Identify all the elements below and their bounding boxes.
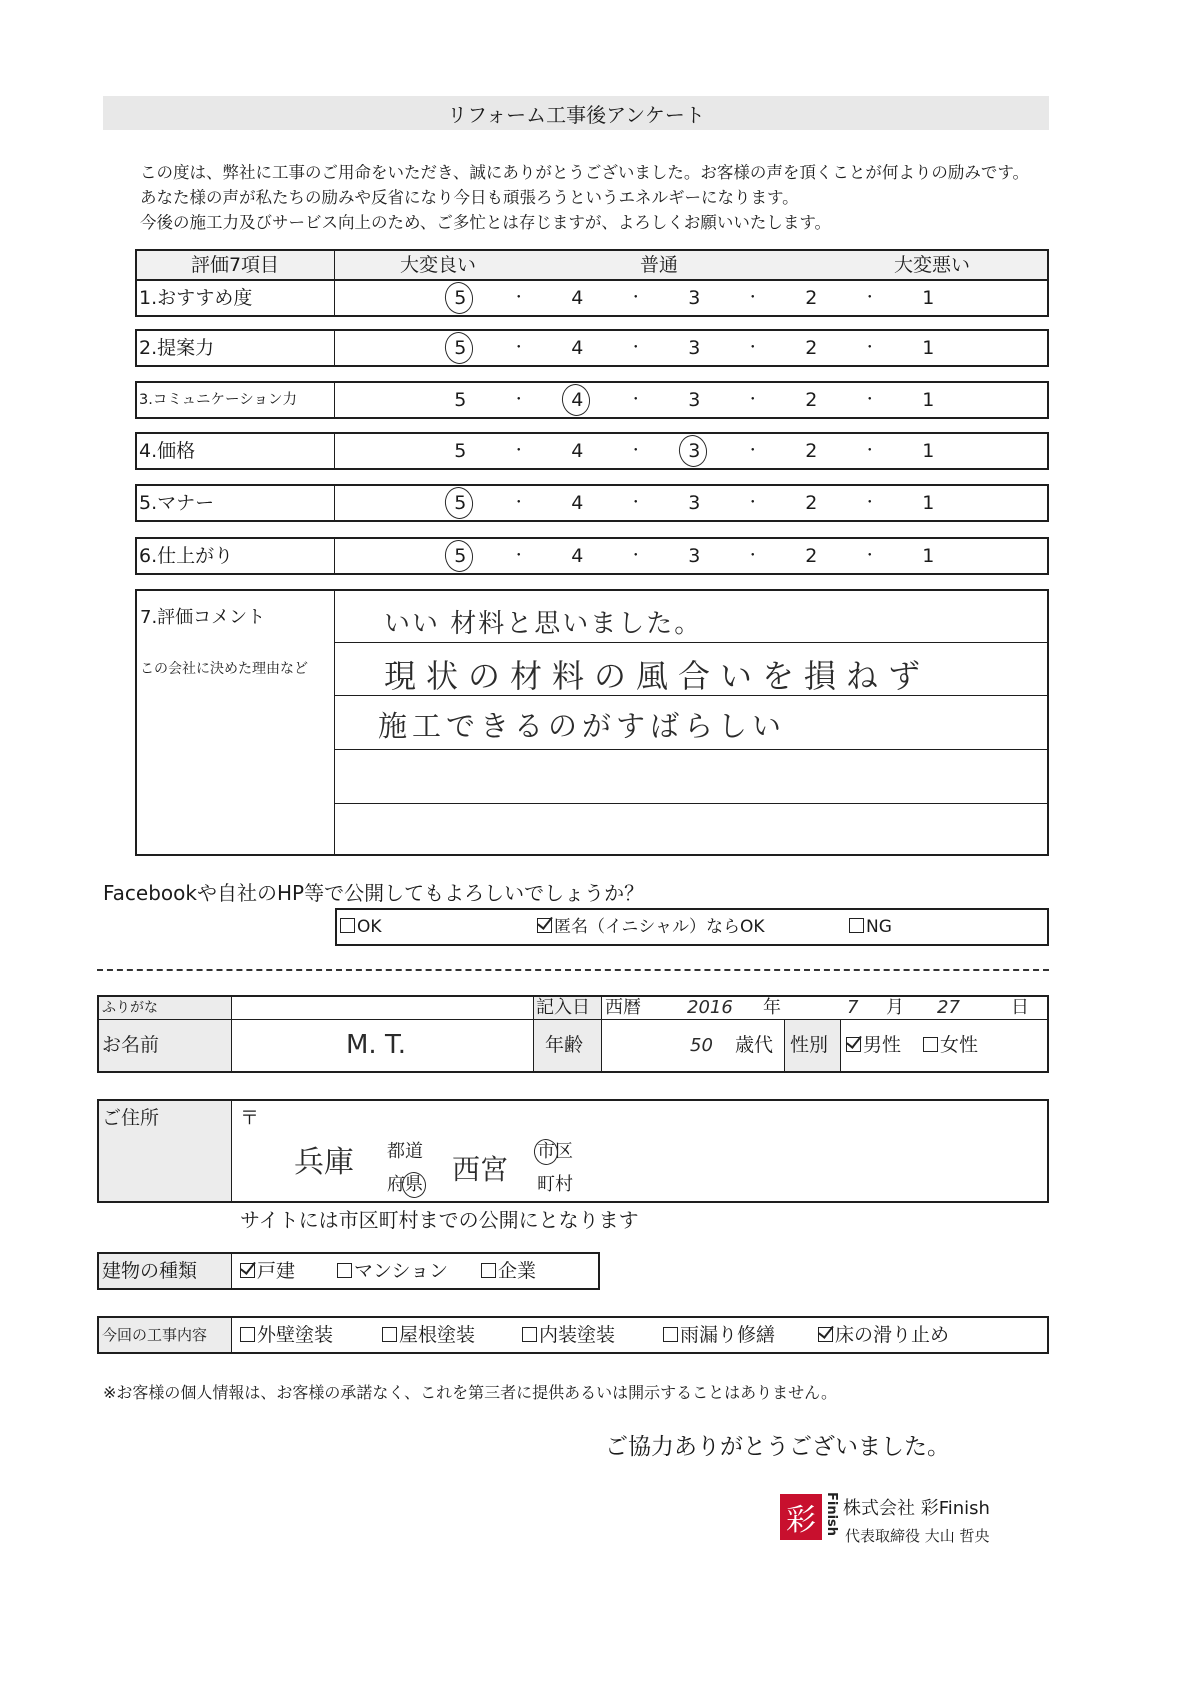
rating-value	[665, 539, 724, 573]
rating-row-2	[135, 329, 1049, 367]
rating-scale	[431, 434, 958, 468]
checkbox-icon	[846, 1037, 861, 1052]
rating-value	[899, 539, 958, 573]
day-unit: 日	[1011, 997, 1029, 1018]
rating-separator: ・	[511, 548, 526, 564]
option-label: OK	[357, 917, 382, 937]
privacy-note: ※お客様の個人情報は、お客様の承諾なく、これを第三者に提供あるいは開示することはありません。	[103, 1383, 838, 1402]
rating-separator: ・	[862, 495, 877, 511]
checkbox-icon	[818, 1327, 833, 1342]
year-unit: 年	[763, 997, 781, 1018]
checkbox-icon	[849, 918, 864, 933]
score-number: 1	[922, 389, 935, 411]
selected-score-circle: 5	[454, 492, 467, 514]
rating-value	[665, 281, 724, 315]
rating-value	[782, 539, 841, 573]
pref-suffix-line2	[387, 1174, 423, 1196]
score-number: 2	[805, 337, 818, 359]
score-number: 2	[805, 389, 818, 411]
work-option-floor-antislip	[818, 1318, 949, 1352]
intro-line: この度は、弊社に工事のご用命をいただき、誠にありがとうございました。お客様の声を頂くことが何よりの励みです。	[140, 163, 1030, 182]
rating-value-selected	[548, 383, 607, 417]
rating-value	[665, 383, 724, 417]
city-suffix-ku: 区	[555, 1141, 573, 1162]
option-label: 外壁塗装	[257, 1324, 334, 1346]
work-option-exterior	[240, 1318, 333, 1352]
rating-value	[548, 434, 607, 468]
score-number: 5	[454, 389, 467, 411]
rating-separator: ・	[511, 392, 526, 408]
rating-separator: ・	[511, 495, 526, 511]
rating-scale	[431, 383, 958, 417]
rating-value	[665, 331, 724, 365]
score-number: 1	[922, 492, 935, 514]
cut-line	[97, 969, 1049, 971]
rating-value-selected	[431, 539, 490, 573]
rating-separator: ・	[862, 290, 877, 306]
rating-scale	[431, 539, 958, 573]
checkbox-icon	[522, 1327, 537, 1342]
ruled-line	[335, 803, 1047, 804]
comment-label: 7.評価コメント	[140, 607, 266, 628]
rating-value	[665, 486, 724, 520]
company-logo	[780, 1494, 822, 1540]
rating-separator: ・	[745, 443, 760, 459]
logo-char: 彩	[786, 1503, 816, 1538]
gender-option-male	[846, 1020, 901, 1071]
option-label: 企業	[498, 1260, 537, 1282]
rating-scale	[431, 281, 958, 315]
rating-value	[431, 434, 490, 468]
option-label: 女性	[940, 1034, 979, 1056]
rating-separator: ・	[511, 290, 526, 306]
rating-row-label: 4.価格	[137, 434, 335, 468]
checkbox-icon	[481, 1263, 496, 1278]
gender-option-female	[923, 1020, 978, 1071]
building-type-box	[97, 1252, 600, 1290]
score-number: 4	[571, 337, 584, 359]
comment-answer-line: いい 材料と思いました。	[384, 609, 703, 639]
month-unit: 月	[886, 997, 904, 1018]
selected-score-circle: 5	[454, 337, 467, 359]
rating-separator: ・	[745, 495, 760, 511]
score-number: 2	[805, 287, 818, 309]
rating-separator: ・	[862, 340, 877, 356]
rating-separator: ・	[511, 340, 526, 356]
option-label: 匿名（イニシャル）ならOK	[554, 917, 765, 937]
company-name: 株式会社 彩Finish	[843, 1498, 990, 1519]
rating-separator: ・	[628, 340, 643, 356]
checkbox-icon	[537, 918, 552, 933]
rating-value-selected	[431, 331, 490, 365]
score-number: 4	[571, 492, 584, 514]
age-value: 50	[690, 1035, 713, 1056]
date-label: 記入日	[536, 997, 590, 1018]
option-label: NG	[866, 917, 892, 937]
intro-line: あなた様の声が私たちの励みや反省になり今日も頑張ろうというエネルギーになります。	[140, 188, 799, 207]
logo-text: Finish	[824, 1492, 839, 1537]
rating-value	[548, 331, 607, 365]
rating-row-label: 5.マナー	[137, 486, 335, 520]
rating-value	[899, 281, 958, 315]
option-label: 屋根塗装	[399, 1324, 476, 1346]
rating-separator: ・	[745, 340, 760, 356]
work-option-roof	[382, 1318, 475, 1352]
option-label: 雨漏り修繕	[680, 1324, 776, 1346]
rating-value	[548, 486, 607, 520]
city-value: 西宮	[452, 1153, 509, 1186]
option-label: 戸建	[257, 1260, 296, 1282]
work-option-interior	[522, 1318, 615, 1352]
rating-header-worst: 大変悪い	[893, 254, 971, 276]
rating-row-4	[135, 432, 1049, 470]
survey-title-bar	[103, 96, 1049, 130]
publish-option-anonymous	[537, 910, 765, 944]
rating-row-3	[135, 381, 1049, 419]
rating-row-1	[135, 279, 1049, 317]
checkbox-icon	[923, 1037, 938, 1052]
score-number: 1	[922, 287, 935, 309]
rating-row-6	[135, 537, 1049, 575]
rating-separator: ・	[511, 443, 526, 459]
score-number: 5	[454, 440, 467, 462]
building-option-house	[240, 1254, 295, 1288]
checkbox-icon	[240, 1263, 255, 1278]
score-number: 4	[571, 287, 584, 309]
rating-value	[899, 486, 958, 520]
selected-score-circle: 5	[454, 287, 467, 309]
score-number: 2	[805, 545, 818, 567]
publish-options-box	[335, 908, 1049, 946]
work-type-box	[97, 1316, 1049, 1354]
profile-table	[97, 995, 1049, 1073]
name-value: M. T.	[346, 1030, 407, 1060]
intro-text	[140, 160, 1029, 235]
score-number: 2	[805, 492, 818, 514]
selected-score-circle: 3	[688, 440, 701, 462]
site-publish-note: サイトには市区町村までの公開にとなります	[240, 1208, 639, 1232]
postal-mark: 〒	[240, 1107, 260, 1129]
rating-separator: ・	[628, 495, 643, 511]
name-label: お名前	[102, 1034, 160, 1056]
address-label: ご住所	[102, 1107, 160, 1129]
rating-value	[431, 383, 490, 417]
checkbox-icon	[382, 1327, 397, 1342]
work-type-label: 今回の工事内容	[99, 1318, 232, 1352]
gender-label: 性別	[790, 1034, 829, 1056]
score-number: 2	[805, 440, 818, 462]
rating-separator: ・	[628, 392, 643, 408]
score-number: 3	[688, 287, 701, 309]
rating-value-selected	[431, 281, 490, 315]
rating-value	[899, 331, 958, 365]
day-value: 27	[937, 997, 960, 1018]
rating-header-neutral: 普通	[639, 254, 679, 276]
score-number: 3	[688, 492, 701, 514]
rating-value	[782, 331, 841, 365]
survey-title: リフォーム工事後アンケート	[447, 102, 705, 127]
checkbox-icon	[337, 1263, 352, 1278]
building-type-label: 建物の種類	[99, 1254, 232, 1288]
rating-row-label: 6.仕上がり	[137, 539, 335, 573]
rating-row-label: 3.コミュニケーション力	[137, 383, 335, 417]
rating-value	[782, 434, 841, 468]
pref-suffix-fu: 府	[387, 1174, 405, 1195]
furigana-label: ふりがな	[102, 1000, 158, 1016]
rating-separator: ・	[745, 290, 760, 306]
thanks-message: ご協力ありがとうございました。	[605, 1434, 950, 1460]
selected-score-circle: 5	[454, 545, 467, 567]
score-number: 4	[571, 440, 584, 462]
address-box	[97, 1099, 1049, 1203]
era-label: 西暦	[605, 997, 641, 1018]
ruled-line	[335, 749, 1047, 750]
rating-value-selected	[431, 486, 490, 520]
pref-suffix-selected: 県	[405, 1174, 423, 1195]
rating-value	[548, 539, 607, 573]
publish-question: Facebookや自社のHP等で公開してもよろしいでしょうか？	[103, 881, 645, 905]
rating-separator: ・	[745, 392, 760, 408]
score-number: 3	[688, 389, 701, 411]
rating-row-label: 2.提案力	[137, 331, 335, 365]
score-number: 3	[688, 545, 701, 567]
rating-value	[782, 383, 841, 417]
rating-value	[548, 281, 607, 315]
publish-option-ok	[340, 910, 382, 944]
rating-separator: ・	[862, 392, 877, 408]
score-number: 4	[571, 545, 584, 567]
rating-header-items: 評価7項目	[190, 254, 280, 276]
rating-separator: ・	[628, 290, 643, 306]
option-label: 男性	[863, 1034, 902, 1056]
city-suffix-selected: 市	[537, 1141, 555, 1162]
checkbox-icon	[340, 918, 355, 933]
publish-option-ng	[849, 910, 892, 944]
score-number: 1	[922, 337, 935, 359]
rating-separator: ・	[628, 443, 643, 459]
comment-box	[135, 589, 1049, 856]
rating-row-label: 1.おすすめ度	[137, 281, 335, 315]
pref-suffix-line1: 都道	[387, 1141, 423, 1162]
rating-separator: ・	[628, 548, 643, 564]
rating-table-header	[135, 249, 1049, 281]
comment-answer-line: 現状の材料の風合いを損ねず	[384, 657, 931, 695]
building-option-company	[481, 1254, 536, 1288]
prefecture-value: 兵庫	[294, 1145, 354, 1180]
building-option-mansion	[337, 1254, 448, 1288]
option-label: マンション	[354, 1260, 449, 1282]
comment-answer-line: 施工できるのがすばらしい	[378, 709, 787, 743]
checkbox-icon	[663, 1327, 678, 1342]
rating-scale	[431, 486, 958, 520]
rating-value	[782, 486, 841, 520]
rating-value-selected	[665, 434, 724, 468]
rating-value	[899, 383, 958, 417]
rating-separator: ・	[862, 443, 877, 459]
ruled-line	[335, 642, 1047, 643]
option-label: 内装塗装	[539, 1324, 616, 1346]
comment-sublabel: この会社に決めた理由など	[140, 661, 308, 677]
work-option-leak-repair	[663, 1318, 775, 1352]
rating-scale	[431, 331, 958, 365]
score-number: 3	[688, 337, 701, 359]
score-number: 1	[922, 440, 935, 462]
age-label: 年齢	[545, 1034, 584, 1056]
year-value: 2016	[687, 997, 733, 1018]
rating-value	[782, 281, 841, 315]
intro-line: 今後の施工力及びサービス向上のため、ご多忙とは存じますが、よろしくお願いいたします。	[140, 213, 832, 232]
comment-label-cell	[137, 591, 335, 854]
option-label: 床の滑り止め	[835, 1324, 950, 1346]
score-number: 1	[922, 545, 935, 567]
selected-score-circle: 4	[571, 389, 584, 411]
month-value: 7	[847, 997, 859, 1018]
rating-row-5	[135, 484, 1049, 522]
city-suffix-line1	[537, 1141, 573, 1163]
rating-header-best: 大変良い	[399, 254, 477, 276]
ruled-line	[335, 695, 1047, 696]
rating-separator: ・	[745, 548, 760, 564]
city-suffix-line2: 町村	[537, 1174, 573, 1195]
checkbox-icon	[240, 1327, 255, 1342]
rating-value	[899, 434, 958, 468]
company-representative: 代表取締役 大山 哲央	[845, 1527, 990, 1545]
rating-separator: ・	[862, 548, 877, 564]
age-unit: 歳代	[735, 1034, 774, 1056]
